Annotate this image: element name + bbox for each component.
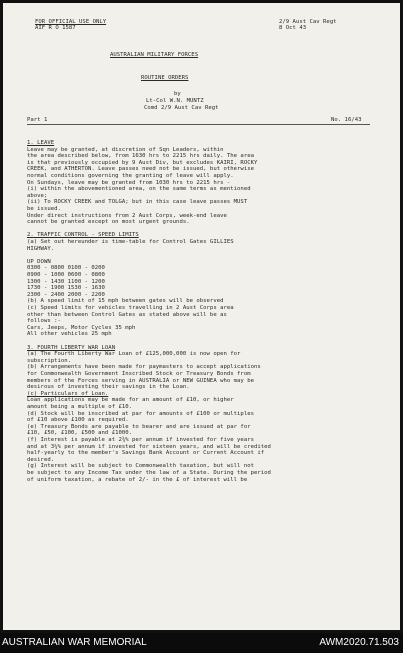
body-line: Under direct instructions from 2 Aust Corps, week-end leave [27, 212, 227, 219]
classification-label: FOR OFFICIAL USE ONLY [35, 19, 107, 25]
body-line: the area described below, from 1630 hrs to 2215 hrs daily. The area [27, 153, 254, 160]
unit-name: 2/9 Aust Cav Regt [279, 19, 337, 25]
document-page [3, 3, 400, 630]
body-line: (c) Particulars of Loan. [27, 390, 109, 397]
body-line: CREEK, and ATHERTON. Leave passes need not be issued, but otherwise [27, 166, 254, 173]
body-line: be issued. [27, 206, 61, 212]
body-line: (ii) To ROCKY CREEK and TOLGA; but in this case leave passes MUST [27, 199, 248, 206]
body-line: 0300 - 0800 0100 - 0200 [27, 265, 105, 272]
body-line: 0900 - 1000 0600 - 0800 [27, 272, 105, 278]
body-line: (e) Treasury Bonds are payable to bearer and are issued at par for [27, 423, 251, 430]
document-subtitle: ROUTINE ORDERS [141, 75, 189, 81]
body-line: 3. FOURTH LIBERTY WAR LOAN [27, 344, 116, 351]
body-line: Leave may be granted, at discretion of Sqn Leaders, within [27, 146, 224, 153]
body-line: On Sundays, leave may be granted from 1030 hrs to 2215 hrs - [27, 179, 231, 186]
body-line: subscription. [27, 357, 72, 364]
body-line: amount being a multiple of £10. [27, 404, 133, 410]
body-line: normal conditions governing the granting of leave will apply. [27, 173, 234, 179]
footer-institution: AUSTRALIAN WAR MEMORIAL [2, 637, 147, 648]
body-line: (b) Arrangements have been made for paymasters to accept applications [27, 364, 261, 371]
body-line: (a) Set out hereunder is time-table for Control Gates GILLIES [27, 239, 234, 245]
officer-command: Comd 2/9 Aust Cav Regt [144, 105, 219, 111]
body-line: (c) Speed limits for vehicles travelling in 2 Aust Corps area [27, 305, 234, 311]
body-line: 2300 - 2400 2000 - 2200 [27, 291, 105, 298]
body-line: (g) Interest will be subject to Commonwealth taxation, but will not [27, 463, 254, 470]
body-line: and at 3¼% per annum if invested for sixteen years, and will be credited [27, 443, 271, 450]
body-line: 2. TRAFFIC CONTROL - SPEED LIMITS [27, 232, 139, 239]
body-line: (a) The Fourth Liberty War Loan of £125,000,000 is now open for [27, 351, 241, 358]
body-line: other than between Control Gates as stated above will be as [27, 311, 227, 318]
body-line: All other vehicles 25 mph [27, 331, 112, 338]
document-date: 8 Oct 43 [279, 25, 307, 31]
body-line: UP DOWN [27, 258, 51, 265]
part-number: Part 1 [27, 117, 48, 123]
body-line: half-yearly to the member's Savings Bank Account or Current Account if [27, 450, 265, 457]
body-line: be subject to any Income Tax under the law of a State. During the period [27, 470, 271, 476]
body-line: Loan applications may be made for an amount of £10, or higher [27, 397, 234, 404]
body-line: of £10 above £100 as required. [27, 417, 129, 424]
document-title: AUSTRALIAN MILITARY FORCES [110, 52, 199, 58]
body-line: desired. [27, 456, 55, 463]
body-line: 1300 - 1430 1100 - 1200 [27, 278, 105, 285]
body-line: of uniform taxation, a rebate of 2/- in the £ of interest will be [27, 476, 248, 483]
footer-accession-number: AWM2020.71.503 [319, 637, 399, 648]
body-line: for Commonwealth Government Inscribed Stock or Treasury Bonds from [27, 371, 251, 377]
footer-bar [0, 633, 403, 653]
by-label: by [174, 91, 181, 97]
body-line: is that previously occupied by 9 Aust Div, but excludes KAIRI, ROCKY [27, 159, 258, 166]
body-line: (b) A speed limit of 15 mph between gates will be observed [27, 298, 224, 305]
body-line: above; [27, 192, 48, 199]
officer-name: Lt-Col W.N. MUNTZ [146, 98, 204, 104]
body-line: desirous of investing their savings in the Loan. [27, 384, 190, 391]
body-line: cannot be granted except on most urgent grounds. [27, 219, 190, 226]
body-line: HIGHWAY. [27, 245, 55, 252]
body-line: £10, £50, £100, £500 and £1000. [27, 430, 133, 437]
body-line: 1. LEAVE [27, 140, 55, 146]
body-line: Cars, Jeeps, Motor Cycles 35 mph [27, 324, 136, 331]
order-number: No. 16/43 [331, 117, 362, 123]
body-line: members of the Forces serving in AUSTRALIA or NEW GUINEA who may be [27, 377, 254, 384]
body-line: follows :- [27, 318, 61, 325]
header-rule [27, 124, 370, 125]
body-line: (i) within the abovementioned area, on the same terms as mentioned [27, 186, 251, 193]
body-line: 1730 - 1900 1530 - 1630 [27, 285, 105, 292]
reference-number: AIF R O 1587 [35, 25, 76, 31]
body-line: (f) Interest is payable at 2¾% per annum if invested for five years [27, 437, 254, 443]
body-line: (d) Stock will be inscribed at par for amounts of £100 or multiples [27, 410, 254, 417]
